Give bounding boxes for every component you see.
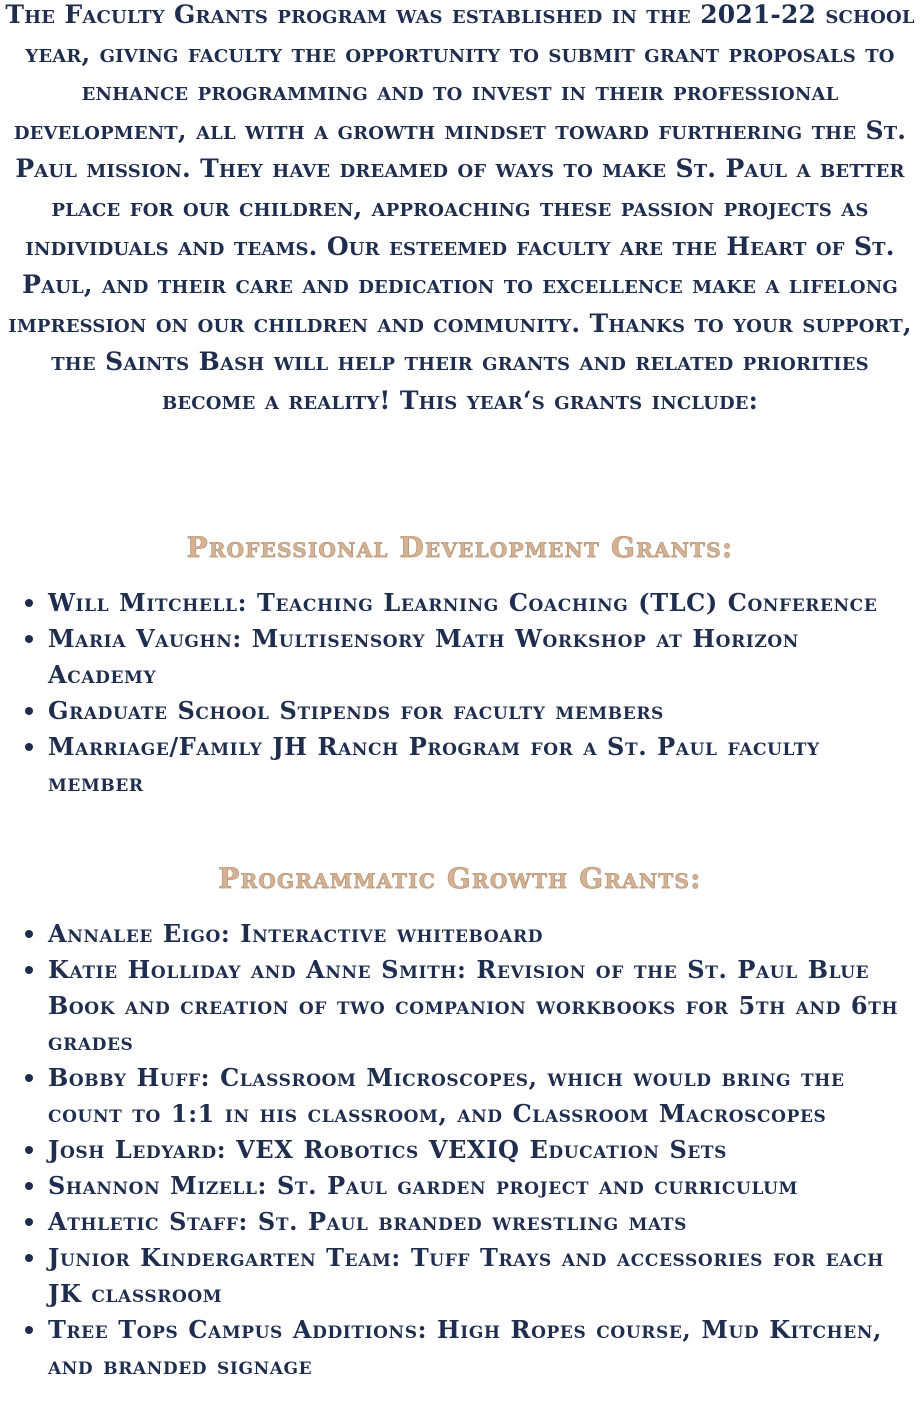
programmatic-growth-list bbox=[0, 916, 920, 1384]
grant-item-text: Annalee Eigo: Interactive whiteboard bbox=[48, 919, 544, 948]
grant-item-text: Shannon Mizell: St. Paul garden project and curriculum bbox=[48, 1171, 798, 1200]
programmatic-growth-heading: Programmatic Growth Grants: bbox=[218, 862, 702, 895]
grant-item-text: Katie Holliday and Anne Smith: Revision of the St. Paul Blue Book and creation of two companion workbooks for 5th and 6th grades bbox=[48, 955, 899, 1056]
list-item bbox=[0, 1132, 920, 1168]
bullet-icon bbox=[25, 1254, 33, 1262]
bullet-icon bbox=[25, 1182, 33, 1190]
grant-item-text: Will Mitchell: Teaching Learning Coaching (TLC) Conference bbox=[48, 588, 878, 617]
professional-development-list bbox=[0, 585, 920, 801]
bullet-icon bbox=[25, 1326, 33, 1334]
professional-development-heading: Professional Development Grants: bbox=[186, 531, 734, 564]
bullet-icon bbox=[25, 966, 33, 974]
bullet-icon bbox=[25, 635, 33, 643]
grant-item-text: Marriage/Family JH Ranch Program for a St. Paul faculty member bbox=[48, 732, 820, 797]
list-item bbox=[0, 585, 920, 621]
grant-item-text: Athletic Staff: St. Paul branded wrestling mats bbox=[48, 1207, 688, 1236]
list-item bbox=[0, 729, 920, 801]
bullet-icon bbox=[25, 1074, 33, 1082]
grant-item-text: Junior Kindergarten Team: Tuff Trays and accessories for each JK classroom bbox=[48, 1243, 884, 1308]
list-item bbox=[0, 1204, 920, 1240]
list-item bbox=[0, 1312, 920, 1384]
intro-paragraph: The Faculty Grants program was established in the 2021-22 school year, giving faculty the opportunity to submit grant proposals to enhance programming and to invest in their professional development, all with a growth mindset toward furthering the St. Paul mission. They have dreamed of ways to make St. Paul a better place for our children, approaching these passion projects as individuals and teams. Our esteemed faculty are the Heart of St. Paul, and their care and dedication to excellence make a lifelong impression on our children and community. Thanks to your support, the Saints Bash will help their grants and related priorities become a reality! This year‘s grants include: bbox=[5, 0, 915, 415]
list-item bbox=[0, 693, 920, 729]
bullet-icon bbox=[25, 743, 33, 751]
grant-item-text: Graduate School Stipends for faculty members bbox=[48, 696, 664, 725]
list-item bbox=[0, 1060, 920, 1132]
list-item bbox=[0, 952, 920, 1060]
bullet-icon bbox=[25, 707, 33, 715]
list-item bbox=[0, 1168, 920, 1204]
bullet-icon bbox=[25, 1146, 33, 1154]
grant-item-text: Josh Ledyard: VEX Robotics VEXIQ Education Sets bbox=[48, 1135, 728, 1164]
bullet-icon bbox=[25, 599, 33, 607]
list-item bbox=[0, 621, 920, 693]
grant-item-text: Bobby Huff: Classroom Microscopes, which would bring the count to 1:1 in his classroom, and Classroom Macroscopes bbox=[48, 1063, 845, 1128]
grant-item-text: Tree Tops Campus Additions: High Ropes course, Mud Kitchen, and branded signage bbox=[48, 1315, 882, 1380]
bullet-icon bbox=[25, 1218, 33, 1226]
list-item bbox=[0, 916, 920, 952]
list-item bbox=[0, 1240, 920, 1312]
bullet-icon bbox=[25, 930, 33, 938]
grant-item-text: Maria Vaughn: Multisensory Math Workshop at Horizon Academy bbox=[48, 624, 799, 689]
